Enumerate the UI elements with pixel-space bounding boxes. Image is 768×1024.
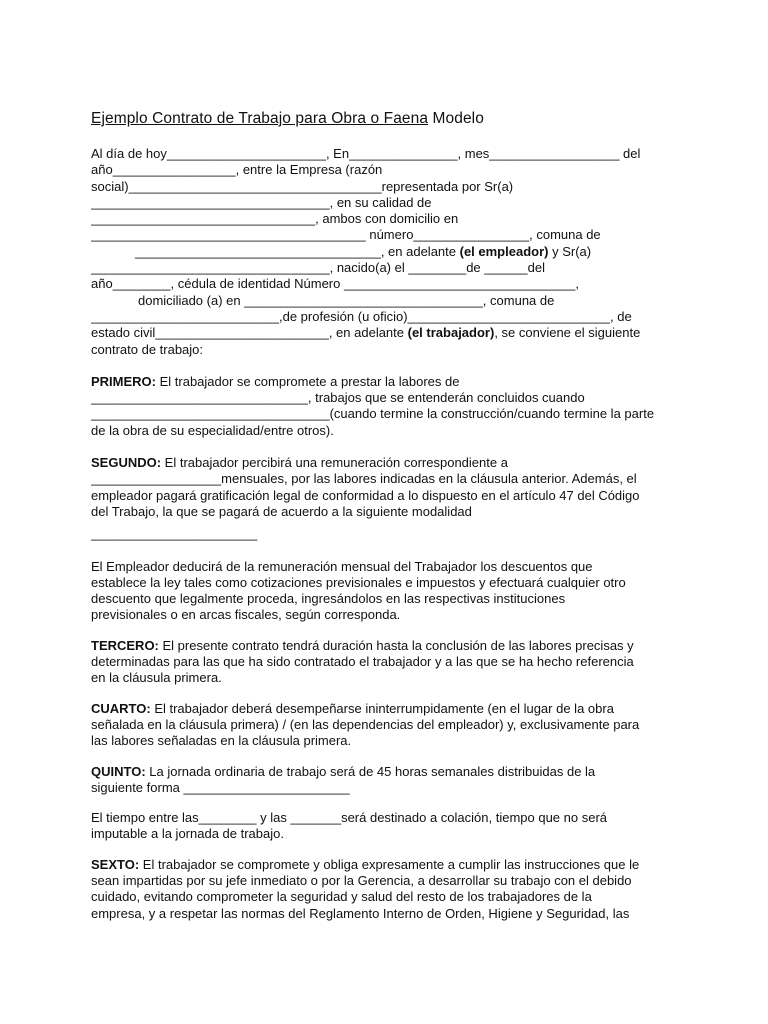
clause-line: _______________________ bbox=[91, 526, 258, 542]
intro-line-trabajador bbox=[91, 325, 678, 341]
paragraph-line: previsionales o en arcas fiscales, según corresponda. bbox=[91, 607, 401, 623]
intro-line: Al día de hoy______________________, En_______________, mes__________________ del bbox=[91, 146, 641, 161]
intro-text: __________________________________, en adelante bbox=[135, 243, 460, 259]
clause-line: __________________mensuales, por las labores indicadas en la cláusula anterior. Además, el bbox=[91, 471, 637, 487]
clause-segundo bbox=[91, 455, 678, 542]
paragraph-line: El tiempo entre las________ y las _______será destinado a colación, tiempo que no será bbox=[91, 810, 608, 826]
clause-tercero bbox=[91, 638, 678, 687]
clause-label: TERCERO: bbox=[91, 637, 159, 653]
clause-line: de la obra de su especialidad/entre otros). bbox=[91, 422, 334, 438]
title-rest: Modelo bbox=[428, 110, 484, 127]
paragraph-line: imputable a la jornada de trabajo. bbox=[91, 826, 284, 842]
clause-sexto bbox=[91, 857, 678, 922]
intro-line: social)___________________________________representada por Sr(a) bbox=[91, 178, 514, 194]
paragraph-line: El Empleador deducirá de la remuneración mensual del Trabajador los descuentos que bbox=[91, 558, 593, 574]
clause-line: sean impartidas por su jefe inmediato o por la Gerencia, a desarrollar su trabajo con el debido bbox=[91, 872, 632, 888]
clause-label: CUARTO: bbox=[91, 700, 151, 716]
clause-text: El presente contrato tendrá duración hasta la conclusión de las labores precisas y bbox=[158, 637, 634, 653]
clause-primero bbox=[91, 374, 678, 439]
clause-line: cuidado, evitando comprometer la seguridad y salud del resto de los trabajadores de la bbox=[91, 889, 592, 905]
intro-line: _________________________________, nacido(a) el ________de ______del bbox=[91, 260, 545, 276]
intro-line: año_________________, entre la Empresa (razón bbox=[91, 162, 383, 178]
clause-line: siguiente forma _______________________ bbox=[91, 779, 350, 795]
intro-line: __________________________,de profesión (u oficio)____________________________, de bbox=[91, 308, 632, 324]
intro-line: domiciliado (a) en _________________________________, comuna de bbox=[138, 292, 555, 308]
clause-text: El trabajador se compromete y obliga expresamente a cumplir las instrucciones que le bbox=[139, 856, 640, 872]
clause-text: La jornada ordinaria de trabajo será de 45 horas semanales distribuidas de la bbox=[145, 763, 596, 779]
intro-text: estado civil________________________, en adelante bbox=[91, 325, 408, 341]
clause-line: señalada en la cláusula primera) / (en las dependencias del empleador) y, exclusivamente para bbox=[91, 716, 640, 732]
clause-quinto bbox=[91, 764, 678, 797]
clause-line: _________________________________(cuando termine la construcción/cuando termine la parte bbox=[91, 406, 655, 422]
empleador-label: (el empleador) bbox=[459, 243, 549, 259]
clause-line: determinadas para las que ha sido contratado el trabajador y a las que se ha hecho referencia bbox=[91, 654, 634, 670]
clause-text: El trabajador percibirá una remuneración correspondiente a bbox=[161, 455, 508, 471]
clause-text: El trabajador se compromete a prestar la labores de bbox=[156, 373, 460, 389]
paragraph-line: descuento que legalmente proceda, ingresándolos en las respectivas instituciones bbox=[91, 591, 566, 607]
intro-line-empleador bbox=[91, 244, 678, 260]
clause-label: SEXTO: bbox=[91, 856, 140, 872]
title-underlined: Ejemplo Contrato de Trabajo para Obra o Faena bbox=[91, 110, 429, 127]
descuentos-paragraph bbox=[91, 559, 678, 624]
document-title bbox=[91, 110, 678, 128]
clause-line: en la cláusula primera. bbox=[91, 670, 222, 686]
clause-line: las labores señaladas en la cláusula primera. bbox=[91, 733, 352, 749]
clause-cuarto bbox=[91, 701, 678, 750]
paragraph-line: establece la ley tales como cotizaciones previsionales e impuestos y efectuará cualquier otro bbox=[91, 574, 626, 590]
clause-line: ______________________________, trabajos que se entenderán concluidos cuando bbox=[91, 390, 585, 406]
colacion-paragraph bbox=[91, 810, 678, 843]
clause-line: empleador pagará gratificación legal de conformidad a lo dispuesto en el artículo 47 del Código bbox=[91, 487, 640, 503]
clause-text: El trabajador deberá desempeñarse ininterrumpidamente (en el lugar de la obra bbox=[150, 700, 614, 716]
clause-label: QUINTO: bbox=[91, 763, 146, 779]
intro-text: , se conviene el siguiente bbox=[494, 325, 641, 341]
intro-line: ______________________________________ número________________, comuna de bbox=[91, 227, 601, 243]
trabajador-label: (el trabajador) bbox=[407, 325, 495, 341]
intro-text: y Sr(a) bbox=[548, 243, 592, 259]
intro-line: _________________________________, en su calidad de bbox=[91, 194, 432, 210]
clause-line: empresa, y a respetar las normas del Reglamento Interno de Orden, Higiene y Seguridad, las bbox=[91, 905, 630, 921]
intro-line: _______________________________, ambos con domicilio en bbox=[91, 211, 459, 227]
intro-paragraph bbox=[91, 146, 678, 358]
intro-line: año________, cédula de identidad Número ________________________________, bbox=[91, 276, 579, 292]
intro-line: contrato de trabajo: bbox=[91, 341, 204, 357]
clause-label: SEGUNDO: bbox=[91, 455, 162, 471]
clause-label: PRIMERO: bbox=[91, 373, 156, 389]
clause-line: del Trabajo, la que se pagará de acuerdo a la siguiente modalidad bbox=[91, 503, 472, 519]
